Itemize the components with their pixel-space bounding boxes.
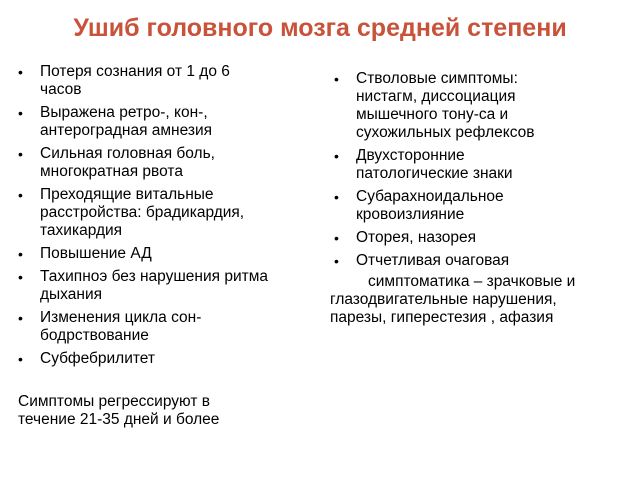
list-item-line: Стволовые симптомы: (356, 70, 518, 87)
bullet-icon: • (334, 230, 339, 246)
bullet-icon: • (18, 310, 23, 326)
list-item (330, 70, 630, 142)
list-item-line: Субфебрилитет (40, 350, 156, 367)
list-item (330, 147, 630, 183)
list-item-line: Выражена ретро-, кон-, (40, 104, 208, 121)
list-item (18, 245, 318, 263)
list-item-line: Отчетливая очаговая (356, 252, 510, 269)
list-item (18, 186, 318, 240)
list-item (330, 188, 630, 224)
list-item (18, 268, 318, 304)
bullet-icon: • (18, 105, 23, 121)
list-item-line: сухожильных рефлексов (356, 124, 535, 141)
list-item-line: мышечного тону-са и (356, 106, 509, 123)
continuation-line: парезы, гиперестезия , афазия (330, 309, 554, 326)
focal-symptoms-continuation (330, 273, 630, 327)
list-item (18, 145, 318, 181)
list-item (18, 63, 318, 99)
list-item-line: часов (40, 81, 82, 98)
left-column (18, 63, 318, 429)
bullet-icon: • (334, 189, 339, 205)
list-item-line: Двухсторонние (356, 147, 465, 164)
list-item-line: кровоизлияние (356, 206, 465, 223)
right-bullet-list (330, 70, 630, 270)
right-column (330, 70, 630, 327)
bullet-icon: • (18, 246, 23, 262)
list-item-line: Потеря сознания от 1 до 6 (40, 63, 230, 80)
note-line: течение 21-35 дней и более (18, 411, 220, 428)
list-item-line: антероградная амнезия (40, 122, 213, 139)
bullet-icon: • (18, 64, 23, 80)
bullet-icon: • (334, 148, 339, 164)
list-item (18, 104, 318, 140)
bullet-icon: • (18, 351, 23, 367)
bullet-icon: • (18, 187, 23, 203)
continuation-line: глазодвигательные нарушения, (330, 291, 557, 308)
list-item-line: Оторея, назорея (356, 229, 477, 246)
list-item-line: нистагм, диссоциация (356, 88, 516, 105)
list-item-line: дыхания (40, 286, 102, 303)
bullet-icon: • (18, 146, 23, 162)
list-item-line: Субарахноидальное (356, 188, 504, 205)
bullet-icon: • (18, 269, 23, 285)
bullet-icon: • (334, 253, 339, 269)
regression-note (18, 393, 318, 429)
list-item-line: Сильная головная боль, (40, 145, 215, 162)
list-item (18, 309, 318, 345)
list-item-line: Тахипноэ без нарушения ритма (40, 268, 268, 285)
list-item-line: Изменения цикла сон- (40, 309, 202, 326)
list-item-line: патологические знаки (356, 165, 513, 182)
list-item-line: многократная рвота (40, 163, 183, 180)
list-item (330, 252, 630, 270)
list-item-line: расстройства: брадикардия, (40, 204, 245, 221)
list-item-line: Преходящие витальные (40, 186, 214, 203)
list-item-line: бодрствование (40, 327, 149, 344)
list-item-line: Повышение АД (40, 245, 152, 262)
list-item-line: тахикардия (40, 222, 123, 239)
left-bullet-list (18, 63, 318, 368)
slide-title: Ушиб головного мозга средней степени (73, 14, 567, 42)
continuation-line: симптоматика – зрачковые и (368, 273, 576, 290)
list-item (18, 350, 318, 368)
list-item (330, 229, 630, 247)
note-line: Симптомы регрессируют в (18, 393, 210, 410)
bullet-icon: • (334, 71, 339, 87)
